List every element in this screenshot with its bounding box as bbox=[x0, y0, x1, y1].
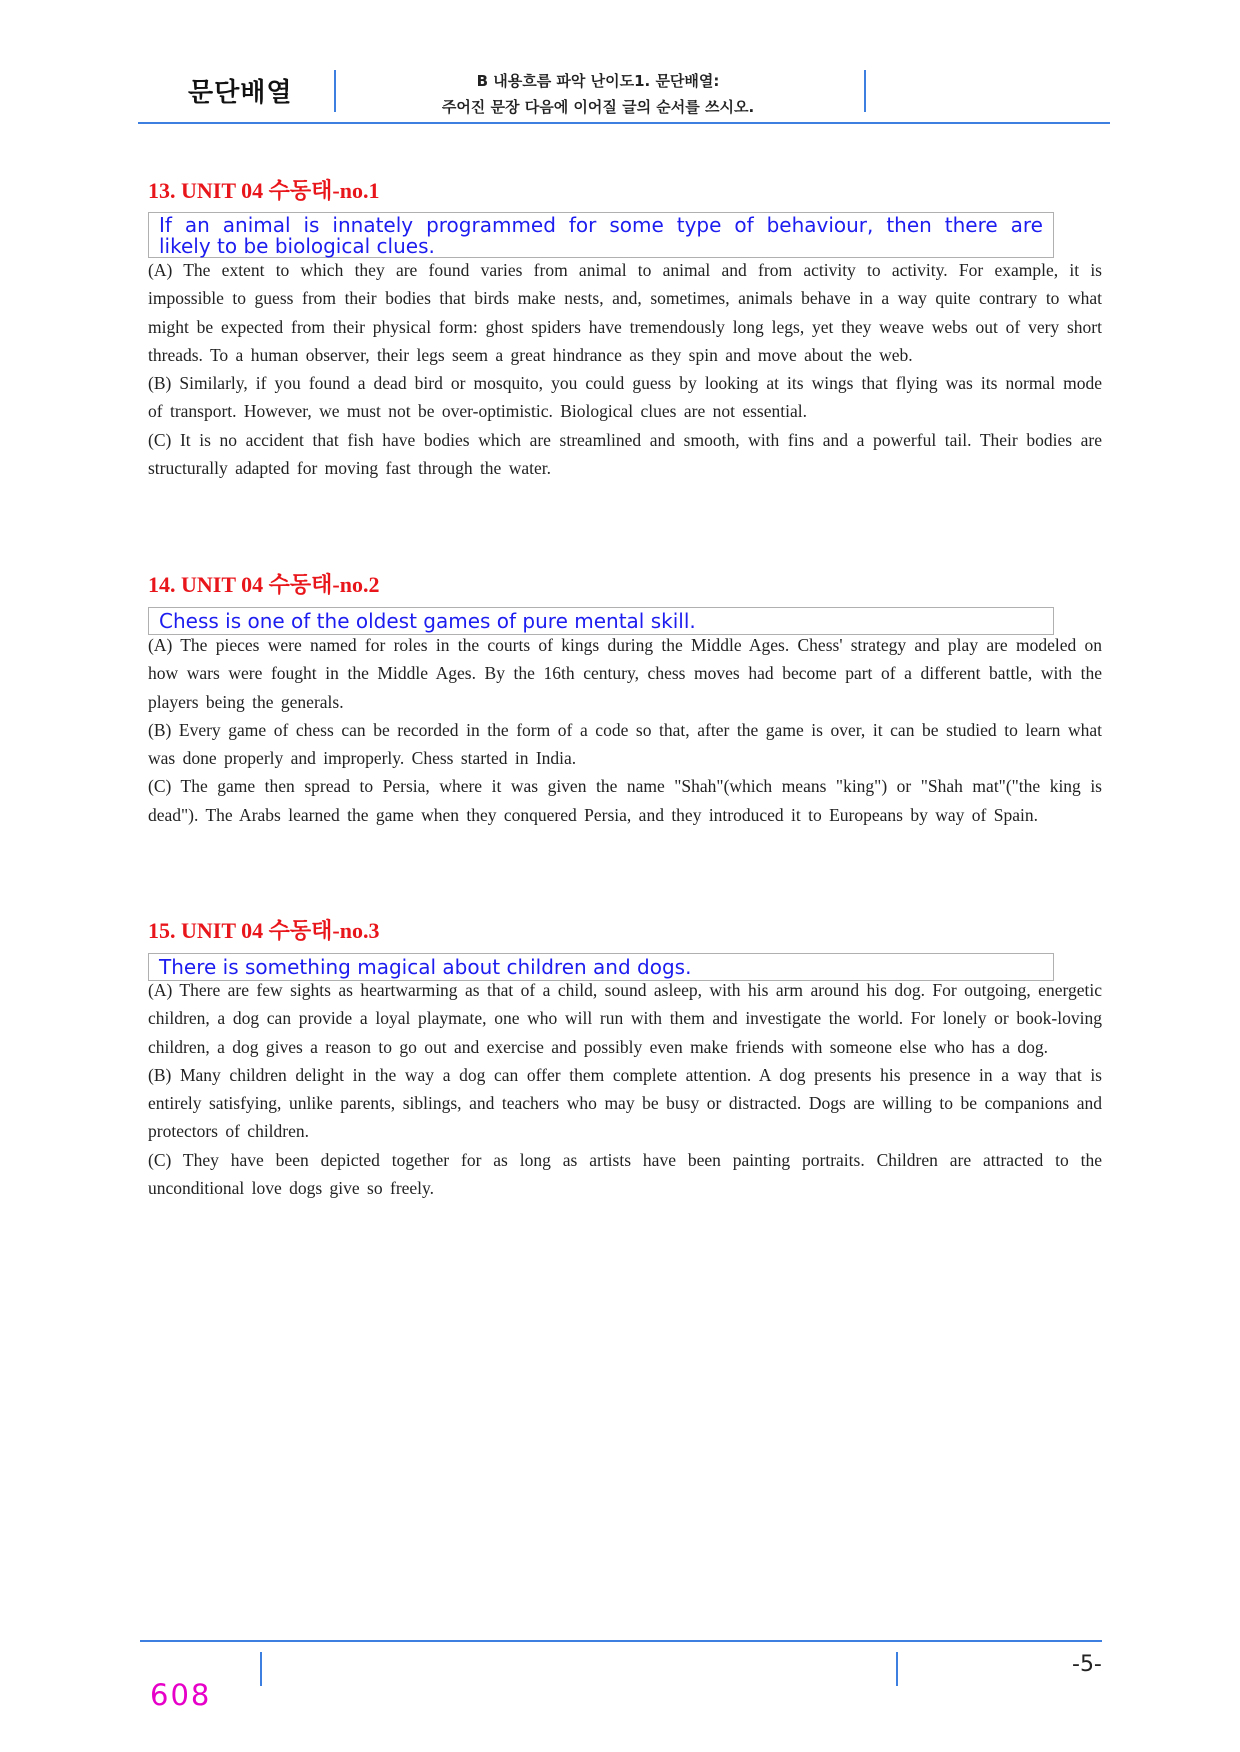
footer-divider-right bbox=[896, 1652, 898, 1686]
header-rule bbox=[138, 122, 1110, 124]
header-subtitle bbox=[348, 68, 848, 120]
paragraph-a: (A) The pieces were named for roles in the courts of kings during the Middle Ages. Chess' strategy and play are modeled on how wars were fought in the Middle Ages. By the 16th century, chess moves had become part of a different battle, with the players being the generals. bbox=[148, 635, 1102, 712]
question-topic: 수동태 bbox=[268, 573, 333, 598]
question-suffix: -no.1 bbox=[332, 178, 380, 203]
page-header bbox=[138, 66, 1110, 124]
question-suffix: -no.3 bbox=[332, 918, 380, 943]
question-number-unit: 14. UNIT 04 bbox=[148, 572, 269, 597]
paragraph-c: (C) It is no accident that fish have bodies which are streamlined and smooth, with fins and a powerful tail. Their bodies are structurally adapted for moving fast through the water. bbox=[148, 429, 1102, 479]
paragraph-b: (B) Many children delight in the way a dog can offer them complete attention. A dog presents his presence in a way that is entirely satisfying, unlike parents, siblings, and teachers who may be busy or distracted. Dogs are willing to be companions and protectors of children. bbox=[148, 1064, 1102, 1142]
given-sentence-box-13 bbox=[148, 212, 1054, 258]
header-title: 문단배열 bbox=[188, 78, 293, 108]
given-sentence-line1: Chess is one of the oldest games of pure mental skill. bbox=[159, 609, 696, 633]
header-subtitle-line2: 주어진 문장 다음에 이어질 글의 순서를 쓰시오. bbox=[441, 98, 755, 116]
paragraph-b: (B) Similarly, if you found a dead bird or mosquito, you could guess by looking at its wings that flying was its normal mode of transport. However, we must not be over-optimistic. Biological clues are not essential. bbox=[148, 373, 1102, 422]
question-title-15 bbox=[148, 914, 379, 945]
page-number: -5- bbox=[1072, 1652, 1102, 1677]
passage-14 bbox=[148, 631, 1102, 829]
paragraph-a: (A) There are few sights as heartwarming as that of a child, sound asleep, with his arm around his dog. For outgoing, energetic children, a dog can provide a loyal playmate, one who will run with them and investigate the world. For lonely or book-loving children, a dog gives a reason to go out and exercise and possibly even make friends with someone else who has a dog. bbox=[148, 980, 1102, 1057]
question-topic: 수동태 bbox=[268, 179, 333, 204]
footer-code: 608 bbox=[150, 1678, 212, 1712]
given-sentence-line1: There is something magical about children and dogs. bbox=[159, 955, 692, 979]
question-number-unit: 13. UNIT 04 bbox=[148, 178, 269, 203]
question-title-14 bbox=[148, 568, 379, 599]
paragraph-b: (B) Every game of chess can be recorded in the form of a code so that, after the game is over, it can be studied to learn what was done properly and improperly. Chess started in India. bbox=[148, 719, 1102, 769]
paragraph-c: (C) They have been depicted together for as long as artists have been painting portraits. Children are attracted to the unconditional love dogs give so freely. bbox=[148, 1149, 1102, 1199]
given-sentence-line2: likely to be biological clues. bbox=[159, 234, 435, 258]
paragraph-a: (A) The extent to which they are found varies from animal to animal and from activity to activity. For example, it is impossible to guess from their bodies that birds make nests, and, sometimes, animals behave in a way quite contrary to what might be expected from their physical form: ghost spiders have tremendously long legs, yet they weave webs out of very short threads. To a human observer, their legs seem a great hindrance as they spin and move about the web. bbox=[148, 260, 1102, 365]
footer-rule bbox=[140, 1640, 1102, 1642]
header-divider-right bbox=[864, 70, 866, 112]
given-sentence-line1: If an animal is innately programmed for some type of behaviour, then there are bbox=[159, 213, 1043, 237]
header-subtitle-line1: B 내용흐름 파악 난이도1. 문단배열: bbox=[476, 72, 720, 90]
question-number-unit: 15. UNIT 04 bbox=[148, 918, 269, 943]
passage-15 bbox=[148, 976, 1102, 1202]
header-divider-left bbox=[334, 70, 336, 112]
question-suffix: -no.2 bbox=[332, 572, 380, 597]
paragraph-c: (C) The game then spread to Persia, where it was given the name "Shah"(which means "king") or "Shah mat"("the king is dead"). The Arabs learned the game when they conquered Persia, and they introduced it to Europeans by way of Spain. bbox=[148, 776, 1102, 825]
passage-13 bbox=[148, 256, 1102, 482]
footer-divider-left bbox=[260, 1652, 262, 1686]
question-title-13 bbox=[148, 174, 379, 205]
question-topic: 수동태 bbox=[268, 919, 333, 944]
